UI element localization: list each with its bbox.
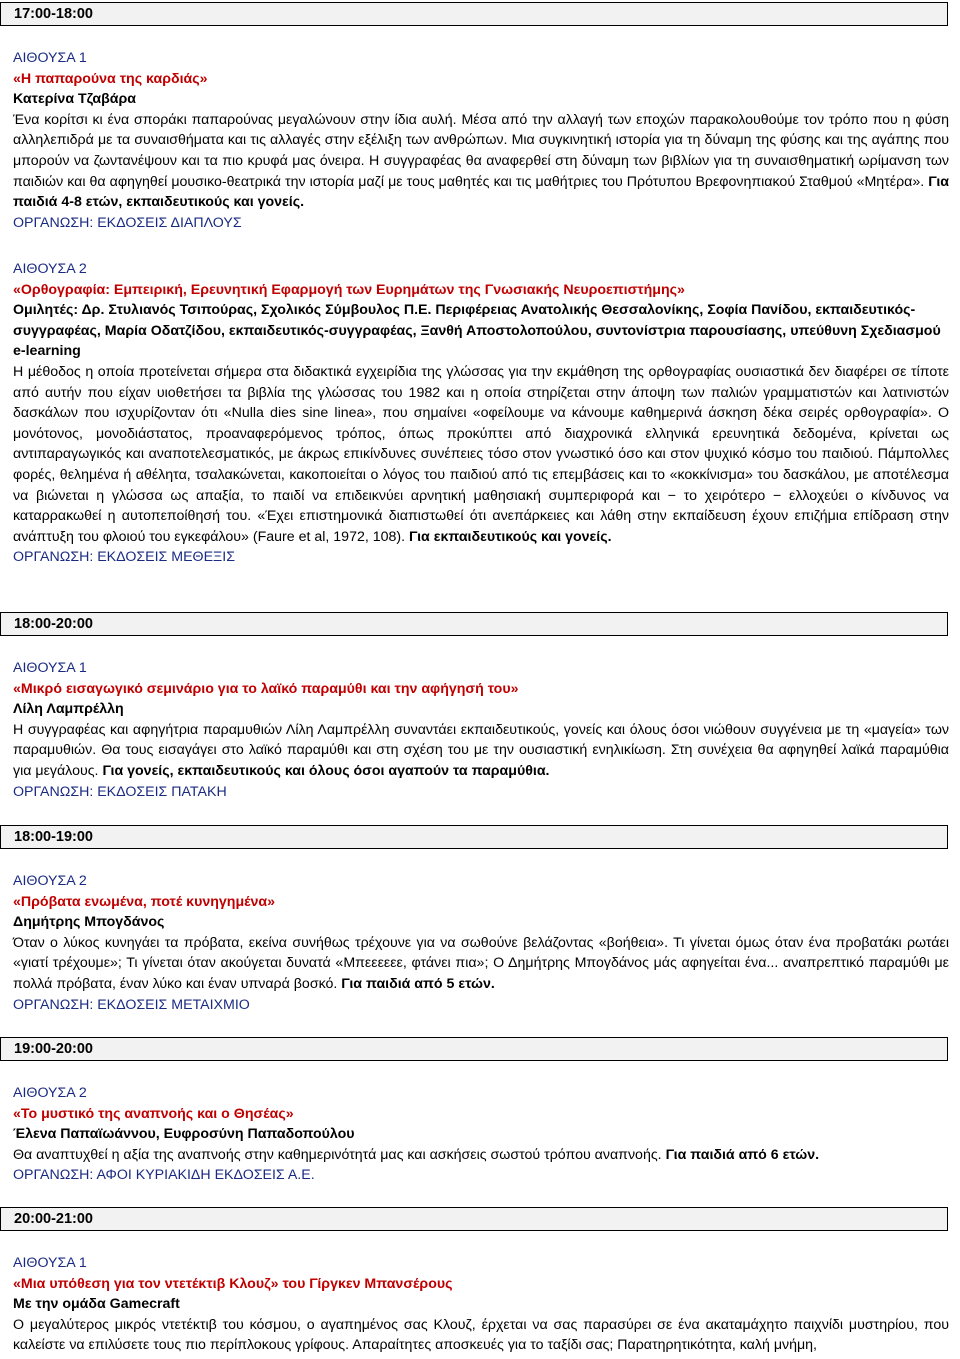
description-text: Η μέθοδος η οποία προτείνεται σήμερα στα διδακτικά εγχειρίδια της γλώσσας για την εκμάθηση της ορθογραφίας ουσιαστικά δεν διαφέρει σε τίποτε από αυτήν που είχαν υιοθετήσει τα βιβλία της γλώσσας του 1982 και η οποία στηρίζεται στην άποψη των παλιών γραμματιστών και λατινιστών δασκάλων που ισχυρίζονταν ότι «Nulla dies sine linea», που σημαίνει «οφείλουμε να κάνουμε καθημερινά άσκηση δέκα σειρές ορθογραφία». Ο μονότονος, μονοδιάστατος, προαναφερόμενος τρόπος, όπως προκύπτει από διαχρονικά ελληνικά ερευνητικά δεδομένα, κρίνεται ως αντιπαραγωγικός και αναποτελεσματικός, με άκρως επικίνδυνες συνέπειες τόσο στον γνωστικό όσο και στον ψυχικό κόσμο του παιδιού. Πάμπολλες φορές, θελημένα ή αθέλητα, τσαλακώνεται, κακοποιείται ο λόγος του παιδιού από τις επεμβάσεις και το «κοκκίνισμα» του δασκάλου, με αποτέλεσμα να βιώνεται η γλώσσα ως απαξία, το παιδί να επιδεικνύει αρνητική μαθησιακή συμπεριφορά και − το χειρότερο − ελλοχεύει ο κίνδυνος να καταρρακωθεί η αυτοπεποίθησή του. «Έχει επιστημονικά διαπιστωθεί ότι ανεπάρκειες και λάθη στην εκπαίδευση έχουν επιζήμια επίδραση στην ανάπτυξη του φλοιού του εγκεφάλου» (Faure et al, 1972, 108). — [13, 363, 949, 545]
event-title: «Η παπαρούνα της καρδιάς» — [13, 70, 208, 87]
event-title: «Μια υπόθεση για τον ντετέκτιβ Κλουζ» του Γίργκεν Μπανσέρους — [13, 1275, 453, 1292]
event-description — [13, 933, 949, 995]
event-title: «Το μυστικό της αναπνοής και ο Θησέας» — [13, 1105, 294, 1122]
audience-note: Για παιδιά 4-8 ετών, εκπαιδευτικούς και γονείς. — [13, 173, 949, 211]
audience-note: Για εκπαιδευτικούς και γονείς. — [409, 528, 612, 545]
event-speaker: Κατερίνα Τζαβάρα — [13, 91, 136, 108]
organizer-line: ΟΡΓΑΝΩΣΗ: ΕΚΔΟΣΕΙΣ ΠΑΤΑΚΗ — [13, 783, 227, 800]
event-title: «Μικρό εισαγωγικό σεμινάριο για το λαϊκό παραμύθι και την αφήγησή του» — [13, 680, 519, 697]
event-description — [13, 110, 949, 213]
time-slot-header: 18:00-19:00 — [0, 825, 948, 849]
time-slot-header: 18:00-20:00 — [0, 612, 948, 636]
time-slot-header: 17:00-18:00 — [0, 2, 948, 26]
audience-note: Για γονείς, εκπαιδευτικούς και όλους όσοι αγαπούν τα παραμύθια. — [102, 762, 550, 779]
event-title: «Ορθογραφία: Εμπειρική, Ερευνητική Εφαρμογή των Ευρημάτων της Γνωσιακής Νευροεπιστήμης» — [13, 281, 685, 298]
organizer-line: ΟΡΓΑΝΩΣΗ: ΕΚΔΟΣΕΙΣ ΜΕΤΑΙΧΜΙΟ — [13, 996, 250, 1013]
description-text: Θα αναπτυχθεί η αξία της αναπνοής στην καθημερινότητά μας και ασκήσεις σωστού τρόπου αναπνοής. — [13, 1146, 662, 1163]
description-text: Ένα κορίτσι κι ένα σποράκι παπαρούνας μεγαλώνουν στην ίδια αυλή. Μέσα από την αλλαγή των εποχών παρακολουθούμε τον τρόπο που η φύση αλληλεπιδρά με τα συναισθήματα και τις αλλαγές στην εξέλιξη των ανθρώπων. Μια συγκινητική ιστορία για τη δύναμη της φύσης και της αγάπης που μπορούν να ζωντανέψουν και τα πιο κρυφά μας όνειρα. Η συγγραφέας θα αναφερθεί στη δύναμη των βιβλίων για τη συναισθηματική ωρίμανση των παιδιών και θα αφηγηθεί μουσικο-θεατρικά την ιστορία μαζί με τους μαθητές και τις μαθήτριες του Πρότυπου Βρεφονηπιακού Σταθμού «Μητέρα». — [13, 111, 949, 190]
hall-label: ΑΙΘΟΥΣΑ 1 — [13, 660, 87, 676]
organizer-line: ΟΡΓΑΝΩΣΗ: ΕΚΔΟΣΕΙΣ ΜΕΘΕΞΙΣ — [13, 549, 235, 566]
audience-note: Για παιδιά από 6 ετών. — [665, 1146, 820, 1163]
time-slot-header: 19:00-20:00 — [0, 1037, 948, 1061]
event-description — [13, 362, 949, 547]
event-block — [13, 871, 949, 1015]
event-block — [13, 1253, 949, 1356]
event-speaker: Δημήτρης Μπογδάνος — [13, 914, 165, 931]
organizer-line: ΟΡΓΑΝΩΣΗ: ΕΚΔΟΣΕΙΣ ΔΙΑΠΛΟΥΣ — [13, 214, 242, 231]
description-text: Όταν ο λύκος κυνηγάει τα πρόβατα, εκείνα συνήθως τρέχουνε για να σωθούνε βελάζοντας «βοήθεια». Τι γίνεται όμως όταν ένα προβατάκι ρωτάει «γιατί τρέχουμε»; Τι γίνεται όταν ακούγεται δυνατά «Μπεεεεεε, φτάνει πια»; Ο Δημήτρης Μπογδάνος μάς αφηγείται ένα... αναπρεπτικό παραμύθι με πολλά πρόβατα, έναν λύκο και έναν υπναρά βοσκό. — [13, 934, 949, 992]
event-speaker: Έλενα Παπαϊωάννου, Ευφροσύνη Παπαδοπούλου — [13, 1126, 355, 1143]
event-block — [13, 259, 949, 568]
description-text: Η συγγραφέας και αφηγήτρια παραμυθιών Λίλη Λαμπρέλλη συναντάει εκπαιδευτικούς, γονείς και όλους όσοι νιώθουν συγγένεια με τη «μαγεία» των παραμυθιών. Θα τους εισαγάγει στο λαϊκό παραμύθι και στη σχέση του με την ουσιαστική ενηλικίωση. Στη συνέχεια θα αφηγηθεί λαϊκά παραμύθια για μεγάλους. — [13, 721, 949, 779]
event-speaker: Με την ομάδα Gamecraft — [13, 1296, 180, 1313]
audience-note: Για παιδιά από 5 ετών. — [341, 975, 495, 992]
hall-label: ΑΙΘΟΥΣΑ 1 — [13, 1255, 87, 1271]
event-block — [13, 658, 949, 802]
event-speaker: Λίλη Λαμπρέλλη — [13, 701, 124, 718]
event-title: «Πρόβατα ενωμένα, ποτέ κυνηγημένα» — [13, 893, 276, 910]
hall-label: ΑΙΘΟΥΣΑ 1 — [13, 50, 87, 66]
hall-label: ΑΙΘΟΥΣΑ 2 — [13, 1085, 87, 1101]
event-block — [13, 1083, 949, 1186]
event-description — [13, 720, 949, 782]
event-speaker: Ομιλητές: Δρ. Στυλιανός Τσιπούρας, Σχολικός Σύμβουλος Π.Ε. Περιφέρειας Ανατολικής Θεσσαλονίκης, Σοφία Πανίδου, εκπαιδευτικός-συγγραφέας, Μαρία Οδατζίδου, εκπαιδευτικός-συγγραφέας, Ξανθή Αποστολοπούλου, συντονίστρια παρουσίασης, υπεύθυνη Σχεδιασμού e-learning — [13, 302, 941, 360]
hall-label: ΑΙΘΟΥΣΑ 2 — [13, 873, 87, 889]
hall-label: ΑΙΘΟΥΣΑ 2 — [13, 261, 87, 277]
event-block — [13, 48, 949, 233]
event-description: Ο μεγαλύτερος μικρός ντετέκτιβ του κόσμου, ο αγαπημένος σας Κλουζ, έρχεται να σας παρασύρει σε ένα ακαταμάχητο παιχνίδι μυστηρίου, που καλείστε να επιλύσετε τους πιο περίπλοκους γρίφους. Απαραίτητες αποσκευές για το ταξίδι σας; Παρατηρητικότητα, καλή μνήμη, — [13, 1316, 949, 1354]
organizer-line: ΟΡΓΑΝΩΣΗ: ΑΦΟΙ ΚΥΡΙΑΚΙΔΗ ΕΚΔΟΣΕΙΣ Α.Ε. — [13, 1167, 315, 1184]
event-description — [13, 1145, 949, 1166]
time-slot-header: 20:00-21:00 — [0, 1207, 948, 1231]
